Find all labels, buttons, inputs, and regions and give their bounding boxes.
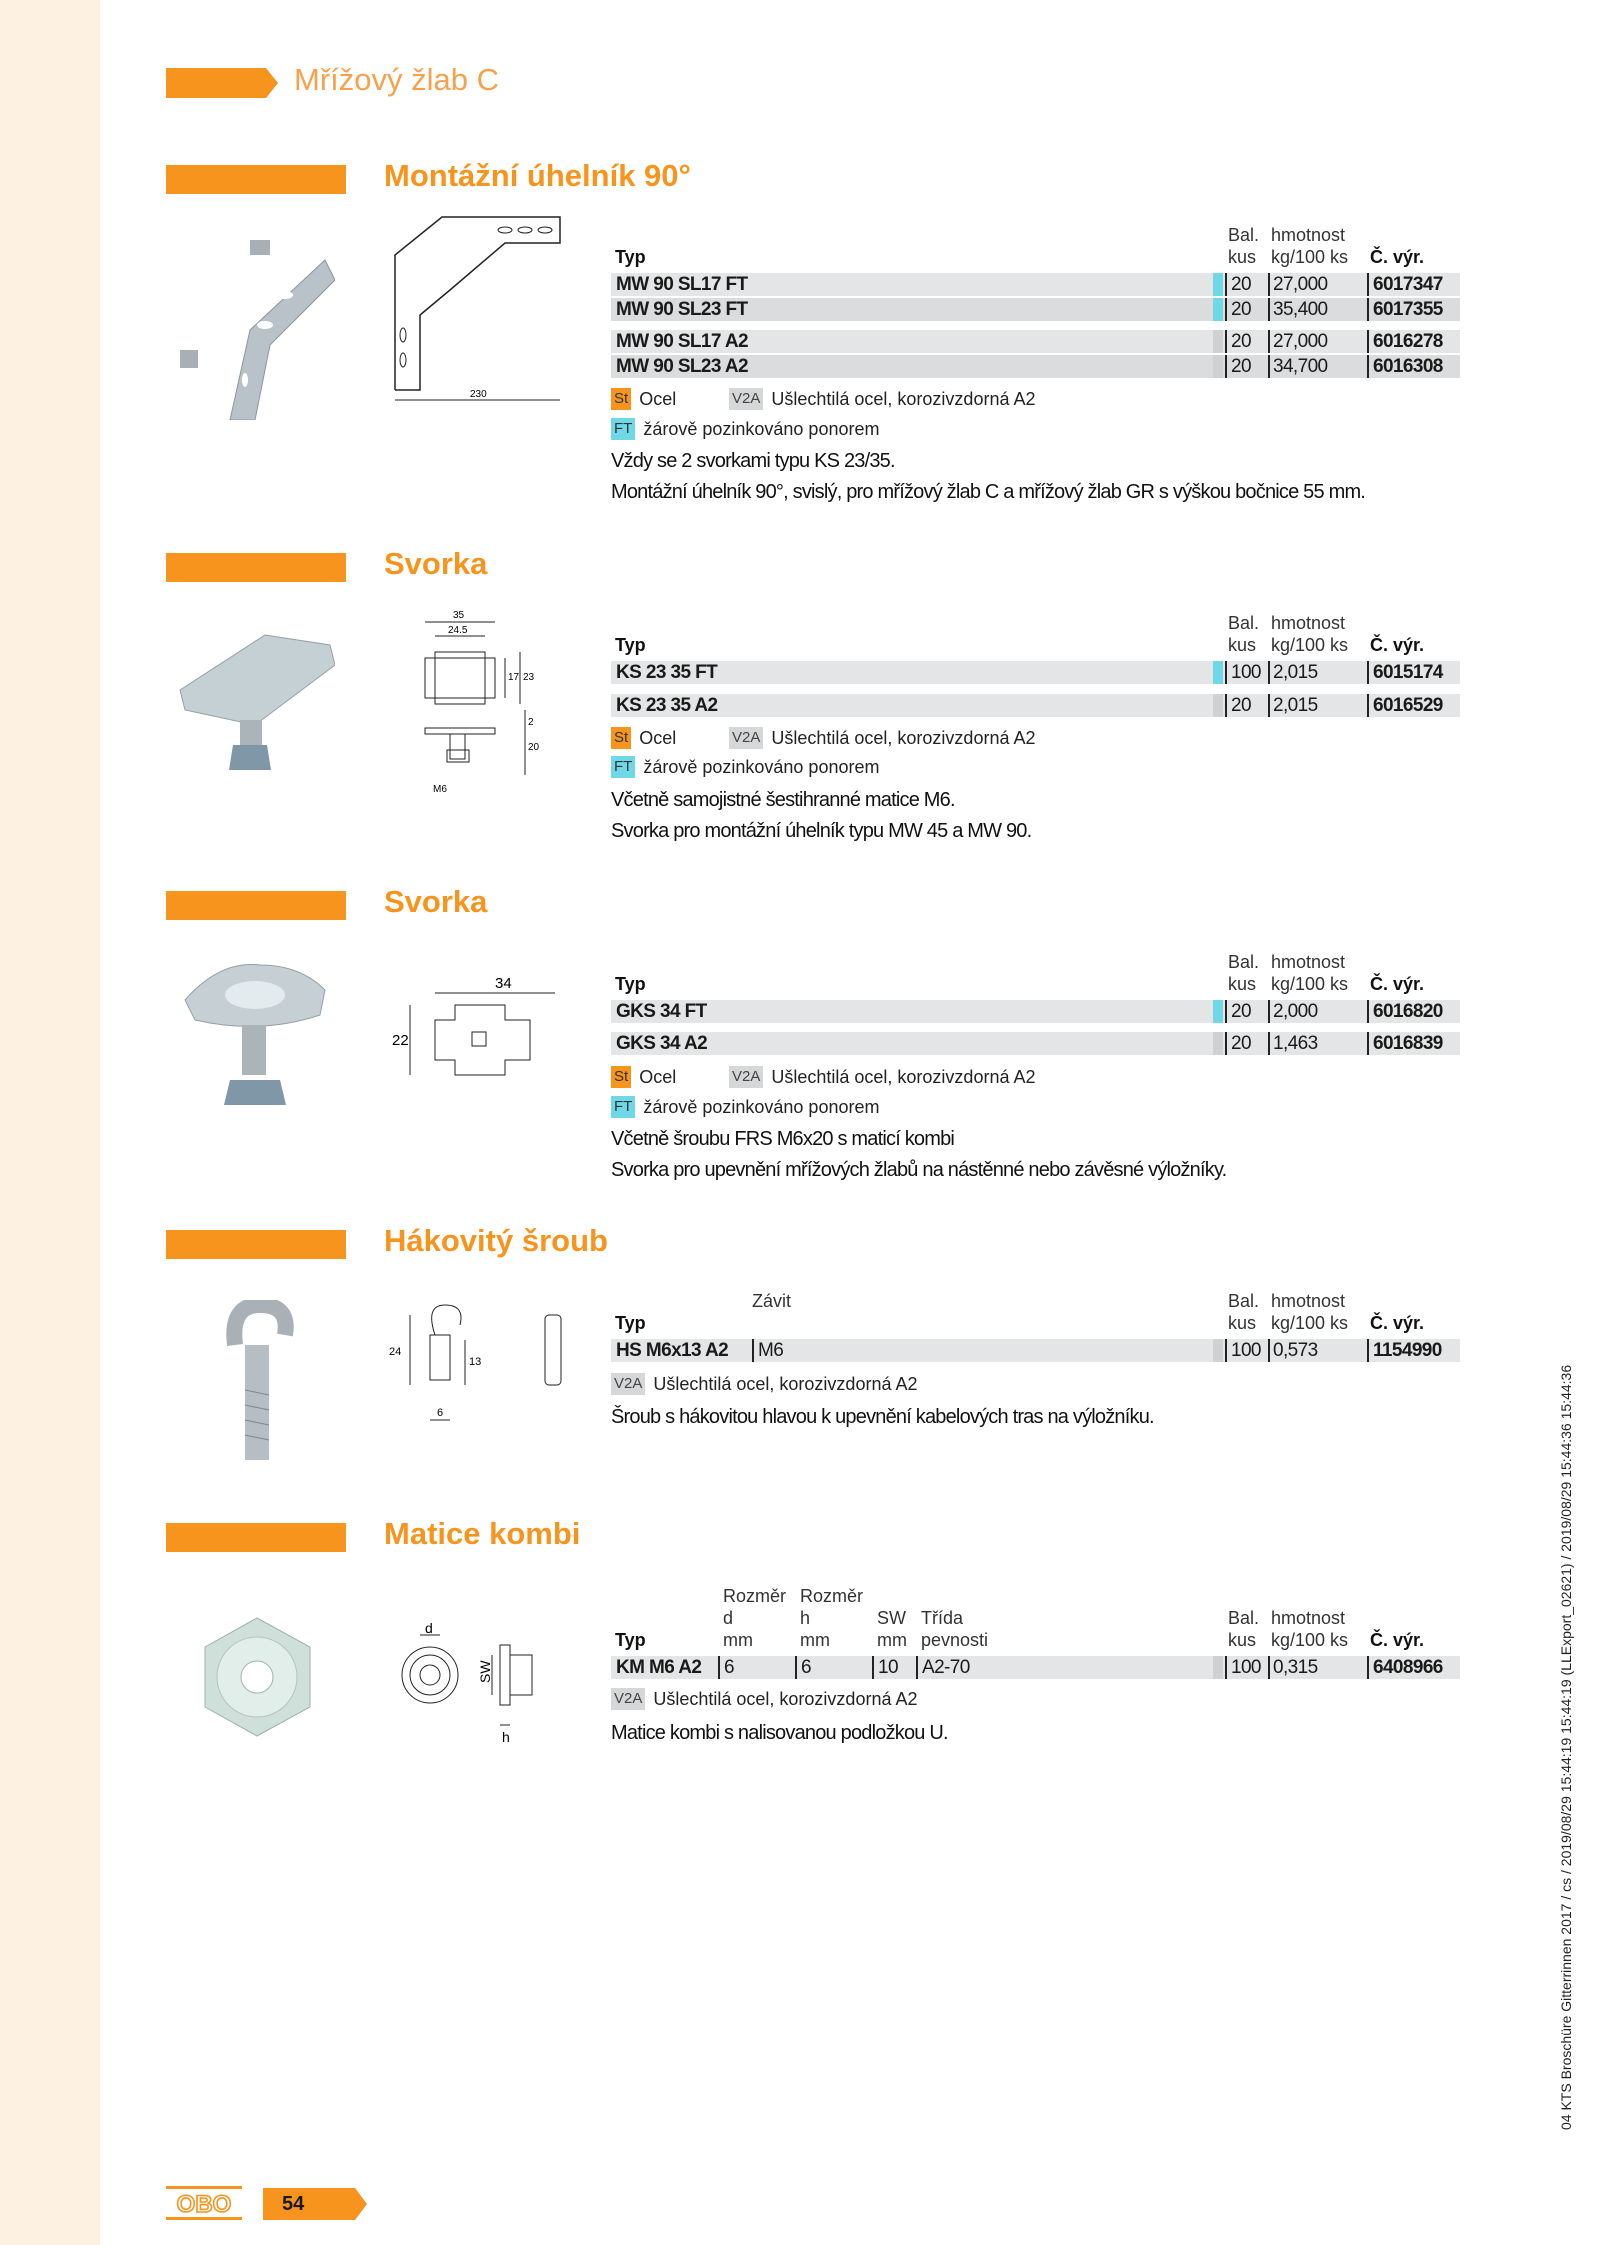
ft-badge: FT: [611, 1096, 635, 1118]
obo-logo: [166, 2186, 242, 2220]
legend-label: žárově pozinkováno ponorem: [643, 756, 880, 777]
cell-typ: GKS 34 FT: [616, 1001, 707, 1022]
col-header-typ: Typ: [615, 1313, 646, 1333]
st-badge: St: [611, 388, 631, 410]
legend-ft: [611, 418, 879, 440]
cell-weight: 35,400: [1268, 298, 1328, 321]
page-number-box: [263, 2188, 355, 2220]
cell-weight: 0,573: [1268, 1339, 1318, 1362]
table-row: [611, 330, 1460, 353]
page-margin-strip: [0, 0, 100, 2245]
cell-typ: MW 90 SL17 A2: [616, 331, 748, 352]
cell-thread: M6: [752, 1339, 783, 1362]
cell-d: 6: [718, 1656, 734, 1679]
col-header-weight-unit: kg/100 ks: [1271, 974, 1349, 994]
col-header-weight-unit: kg/100 ks: [1271, 1630, 1349, 1650]
clamp-drawing: [415, 600, 555, 810]
legend-label: Ušlechtilá ocel, korozivzdorná A2: [771, 727, 1036, 748]
cell-typ: MW 90 SL23 A2: [616, 356, 748, 377]
product-note: Svorka pro montážní úhelník typu MW 45 a MW 90.: [611, 820, 1032, 842]
legend-label: žárově pozinkováno ponorem: [643, 418, 880, 439]
col-header-art: Č. výr.: [1370, 1313, 1425, 1333]
combi-nut-photo: [195, 1615, 320, 1740]
col-header-h: Rozměr: [800, 1586, 864, 1606]
gks-clamp-drawing: [390, 975, 570, 1125]
col-header-thread: Závit: [752, 1291, 792, 1311]
legend-ft: [611, 1096, 879, 1118]
angle-bracket-drawing: [390, 215, 570, 420]
col-header-h-unit: mm: [800, 1630, 830, 1650]
cell-typ: KM M6 A2: [616, 1657, 702, 1678]
dimension-label: 20: [528, 742, 540, 753]
product-note: Vždy se 2 svorkami typu KS 23/35.: [611, 450, 895, 472]
dimension-label: SW: [477, 1660, 493, 1683]
cell-weight: 27,000: [1268, 273, 1328, 296]
st-badge: St: [611, 727, 631, 749]
cell-art: 6016308: [1367, 355, 1443, 378]
print-metadata-text: 04 KTS Broschüre Gitterrinnen 2017 / cs / 2019/08/29 15:44:19 15:44:19 (LLExport_02621) / 2019/08/29 15:44:36 15:44:36: [1558, 1364, 1574, 2130]
col-header-bal-unit: kus: [1228, 974, 1257, 994]
dimension-label: 24.5: [448, 625, 468, 636]
legend-label: žárově pozinkováno ponorem: [643, 1096, 880, 1117]
col-header-weight: hmotnost: [1271, 952, 1346, 972]
header-bar: [166, 68, 266, 98]
cell-typ: MW 90 SL17 FT: [616, 274, 748, 295]
angle-bracket-photo: [175, 220, 335, 420]
combi-nut-drawing: [390, 1615, 570, 1745]
col-header-typ: Typ: [615, 635, 646, 655]
a2-marker: [1213, 1656, 1223, 1679]
section-title: Svorka: [384, 546, 488, 581]
table-row: [611, 694, 1460, 717]
col-header-bal-unit: kus: [1228, 1630, 1257, 1650]
a2-marker: [1213, 694, 1223, 717]
col-header-class: Třída: [921, 1608, 964, 1628]
col-header-typ: Typ: [615, 1630, 646, 1650]
st-badge: St: [611, 1066, 631, 1088]
legend-v2a: [611, 1688, 918, 1710]
product-note: Šroub s hákovitou hlavou k upevnění kabelových tras na výložníku.: [611, 1406, 1154, 1428]
legend-v2a: [611, 1373, 918, 1395]
cell-typ: GKS 34 A2: [616, 1033, 708, 1054]
section-title: Matice kombi: [384, 1516, 581, 1551]
col-header-h-symbol: h: [800, 1608, 811, 1628]
table-row: [611, 1339, 1460, 1362]
legend-label: Ušlechtilá ocel, korozivzdorná A2: [771, 388, 1036, 409]
col-header-weight: hmotnost: [1271, 1608, 1346, 1628]
dimension-label: 2: [528, 717, 534, 728]
cell-art: 1154990: [1367, 1339, 1442, 1362]
dimension-label: 230: [470, 389, 487, 400]
legend-steel: [611, 388, 676, 410]
legend-v2a: [729, 388, 1036, 410]
col-header-weight: hmotnost: [1271, 225, 1346, 245]
legend-label: Ušlechtilá ocel, korozivzdorná A2: [653, 1688, 918, 1709]
col-header-d-symbol: d: [723, 1608, 734, 1628]
legend-steel: [611, 1066, 676, 1088]
dimension-label: M6: [433, 784, 447, 795]
col-header-typ: Typ: [615, 974, 646, 994]
col-header-bal-unit: kus: [1228, 635, 1257, 655]
cell-bal: 100: [1225, 661, 1261, 684]
col-header-bal: Bal.: [1228, 225, 1260, 245]
col-header-weight-unit: kg/100 ks: [1271, 635, 1349, 655]
product-note: Svorka pro upevnění mřížových žlabů na nástěnné nebo závěsné výložníky.: [611, 1159, 1227, 1181]
cell-bal: 100: [1225, 1339, 1261, 1362]
ft-marker: [1213, 273, 1223, 296]
cell-art: 6016820: [1367, 1000, 1443, 1023]
dimension-label: d: [425, 1620, 433, 1636]
section-bar: [166, 553, 346, 582]
col-header-sw-unit: mm: [877, 1630, 907, 1650]
cell-art: 6015174: [1367, 661, 1443, 684]
cell-bal: 20: [1225, 273, 1251, 296]
cell-bal: 20: [1225, 694, 1251, 717]
table-row: [611, 661, 1460, 684]
page-number-arrow: [355, 2188, 367, 2220]
table-row: [611, 1656, 1460, 1679]
product-note: Matice kombi s nalisovanou podložkou U.: [611, 1722, 948, 1744]
table-row: [611, 355, 1460, 378]
col-header-bal-unit: kus: [1228, 247, 1257, 267]
cell-typ: KS 23 35 A2: [616, 695, 718, 716]
col-header-art: Č. výr.: [1370, 635, 1425, 655]
v2a-badge: V2A: [729, 727, 763, 749]
cell-art: 6016529: [1367, 694, 1443, 717]
logo-text: OBO: [176, 2191, 232, 2218]
a2-marker: [1213, 355, 1223, 378]
dimension-label: 17: [508, 672, 520, 683]
cell-bal: 100: [1225, 1656, 1261, 1679]
product-note: Montážní úhelník 90°, svislý, pro mřížový žlab C a mřížový žlab GR s výškou bočnice 55 mm.: [611, 481, 1366, 503]
section-title: Hákovitý šroub: [384, 1223, 608, 1258]
col-header-typ: Typ: [615, 247, 646, 267]
section-bar: [166, 165, 346, 194]
a2-marker: [1213, 330, 1223, 353]
hook-screw-drawing: [385, 1300, 575, 1450]
product-note: Včetně šroubu FRS M6x20 s maticí kombi: [611, 1128, 955, 1150]
cell-typ: HS M6x13 A2: [616, 1340, 729, 1361]
legend-steel: [611, 727, 676, 749]
col-header-weight: hmotnost: [1271, 613, 1346, 633]
legend-v2a: [729, 727, 1036, 749]
cell-bal: 20: [1225, 1000, 1251, 1023]
section-bar: [166, 1523, 346, 1552]
col-header-bal: Bal.: [1228, 1608, 1260, 1628]
cell-art: 6408966: [1367, 1656, 1443, 1679]
cell-art: 6017347: [1367, 273, 1443, 296]
dimension-label: 22: [392, 1032, 409, 1049]
cell-weight: 1,463: [1268, 1032, 1318, 1055]
v2a-badge: V2A: [611, 1373, 645, 1395]
v2a-badge: V2A: [611, 1688, 645, 1710]
gks-clamp-photo: [180, 960, 330, 1130]
a2-marker: [1213, 1339, 1223, 1362]
col-header-d-unit: mm: [723, 1630, 753, 1650]
legend-label: Ocel: [639, 388, 677, 409]
cell-sw: 10: [872, 1656, 898, 1679]
col-header-weight-unit: kg/100 ks: [1271, 1313, 1349, 1333]
cell-bal: 20: [1225, 330, 1251, 353]
section-title: Montážní úhelník 90°: [384, 158, 691, 193]
cell-weight: 34,700: [1268, 355, 1328, 378]
col-header-bal: Bal.: [1228, 613, 1260, 633]
col-header-weight: hmotnost: [1271, 1291, 1346, 1311]
section-bar: [166, 891, 346, 920]
col-header-art: Č. výr.: [1370, 974, 1425, 994]
col-header-art: Č. výr.: [1370, 1630, 1425, 1650]
product-note: Včetně samojistné šestihranné matice M6.: [611, 789, 955, 811]
cell-weight: 0,315: [1268, 1656, 1318, 1679]
dimension-label: h: [502, 1729, 510, 1745]
dimension-label: 13: [469, 1356, 482, 1368]
ft-marker: [1213, 1000, 1223, 1023]
legend-label: Ušlechtilá ocel, korozivzdorná A2: [771, 1066, 1036, 1087]
legend-label: Ocel: [639, 727, 677, 748]
dimension-label: 6: [437, 1407, 444, 1419]
dimension-label: 35: [453, 610, 465, 621]
cell-class: A2-70: [916, 1656, 970, 1679]
col-header-bal-unit: kus: [1228, 1313, 1257, 1333]
col-header-bal: Bal.: [1228, 1291, 1260, 1311]
dimension-label: 34: [495, 975, 512, 992]
a2-marker: [1213, 1032, 1223, 1055]
cell-art: 6016278: [1367, 330, 1443, 353]
hook-screw-photo: [205, 1300, 305, 1470]
cell-art: 6017355: [1367, 298, 1443, 321]
table-row: [611, 1000, 1460, 1023]
ft-badge: FT: [611, 756, 635, 778]
page-number: 54: [282, 2193, 305, 2215]
cell-typ: KS 23 35 FT: [616, 662, 718, 683]
cell-weight: 27,000: [1268, 330, 1328, 353]
page-title: Mřížový žlab C: [294, 62, 499, 97]
table-row: [611, 1032, 1460, 1055]
table-row: [611, 273, 1460, 296]
cell-weight: 2,015: [1268, 694, 1318, 717]
cell-art: 6016839: [1367, 1032, 1443, 1055]
cell-bal: 20: [1225, 298, 1251, 321]
col-header-class-2: pevnosti: [921, 1630, 989, 1650]
section-title: Svorka: [384, 884, 488, 919]
ft-marker: [1213, 661, 1223, 684]
legend-label: Ušlechtilá ocel, korozivzdorná A2: [653, 1373, 918, 1394]
v2a-badge: V2A: [729, 1066, 763, 1088]
cell-weight: 2,015: [1268, 661, 1318, 684]
table-row: [611, 298, 1460, 321]
dimension-label: 24: [389, 1346, 402, 1358]
v2a-badge: V2A: [729, 388, 763, 410]
cell-h: 6: [795, 1656, 811, 1679]
cell-bal: 20: [1225, 355, 1251, 378]
dimension-label: 23: [523, 672, 535, 683]
section-bar: [166, 1230, 346, 1259]
col-header-weight-unit: kg/100 ks: [1271, 247, 1349, 267]
ft-badge: FT: [611, 418, 635, 440]
cell-typ: MW 90 SL23 FT: [616, 299, 748, 320]
col-header-bal: Bal.: [1228, 952, 1260, 972]
legend-label: Ocel: [639, 1066, 677, 1087]
col-header-sw: SW: [877, 1608, 906, 1628]
legend-ft: [611, 756, 879, 778]
cell-weight: 2,000: [1268, 1000, 1318, 1023]
col-header-art: Č. výr.: [1370, 247, 1425, 267]
header-arrow: [266, 68, 278, 98]
col-header-d: Rozměr: [723, 1586, 787, 1606]
legend-v2a: [729, 1066, 1036, 1088]
clamp-photo: [175, 630, 335, 780]
cell-bal: 20: [1225, 1032, 1251, 1055]
ft-marker: [1213, 298, 1223, 321]
